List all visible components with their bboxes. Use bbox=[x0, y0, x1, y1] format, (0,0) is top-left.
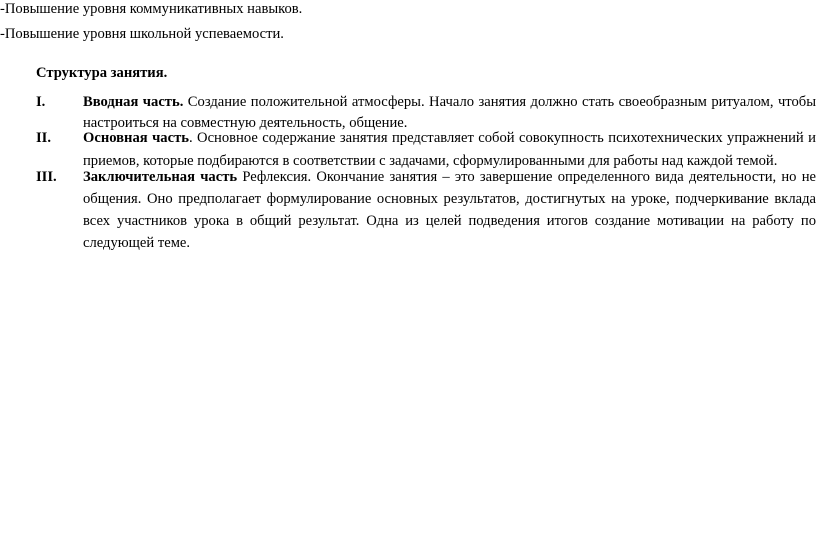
item-numeral: II. bbox=[36, 130, 52, 146]
item-title: Заключительная часть bbox=[83, 169, 238, 185]
item-text bbox=[83, 166, 816, 254]
intro-line-performance: -Повышение уровня школьной успеваемости. bbox=[0, 26, 284, 42]
structure-heading: Структура занятия. bbox=[36, 65, 168, 81]
item-body: Создание положительной атмосферы. Начало занятия должно стать своеобразным ритуалом, чтобы настроиться на совместную деятельность, общение. bbox=[83, 94, 816, 131]
item-title: Вводная часть. bbox=[83, 94, 184, 110]
item-numeral: I. bbox=[36, 94, 46, 110]
item-numeral: III. bbox=[36, 169, 57, 185]
intro-line-communication: -Повышение уровня коммуникативных навыков. bbox=[0, 1, 303, 17]
item-body: Рефлексия. Окончание занятия – это завершение определенного вида деятельности, но не общения. Оно предполагает формулирование основных результатов, достигнутых на уроке, подчеркивание вклада всех участников урока в общий результат. Одна из целей подведения итогов создание мотивации на работу по следующей теме. bbox=[83, 169, 816, 251]
item-body: . Основное содержание занятия представляет собой совокупность психотехнических упражнений и приемов, которые подбираются в соответствии с задачами, сформулированными для работы над каждой темой. bbox=[83, 130, 816, 169]
structure-item-final bbox=[36, 166, 816, 254]
item-title: Основная часть bbox=[83, 130, 189, 146]
